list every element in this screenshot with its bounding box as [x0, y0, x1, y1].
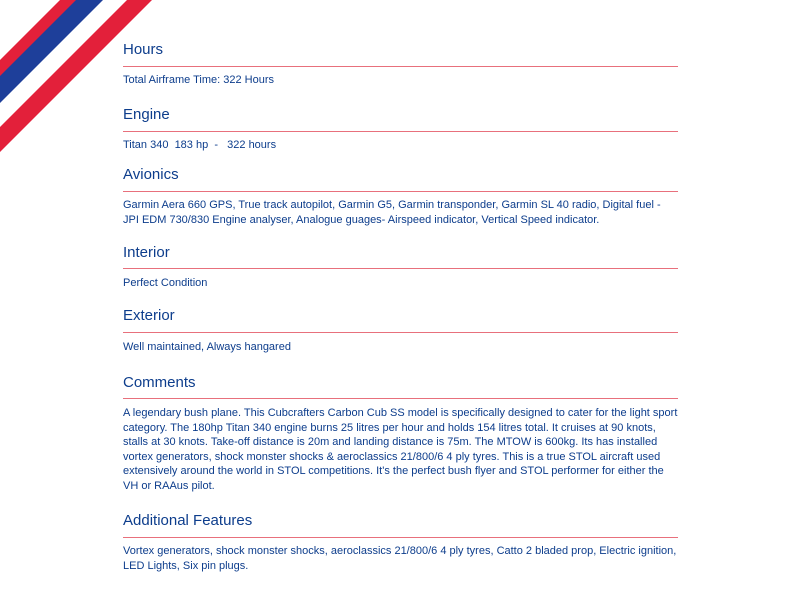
section-body-avionics: Garmin Aera 660 GPS, True track autopilot, Garmin G5, Garmin transponder, Garmin SL 40 radio, Digital fuel - JPI EDM 730/830 Engine analyser, Analogue guages- Airspeed indicator, Vertical Speed indicator. [123, 199, 661, 226]
section-body-additional-features: Vortex generators, shock monster shocks, aeroclassics 21/800/6 4 ply tyres, Catto 2 bladed prop, Electric ignition, LED Lights, Six pin plugs. [123, 545, 677, 572]
section-title-interior: Interior [123, 244, 170, 261]
section-title-additional-features: Additional Features [123, 512, 253, 529]
section-title-avionics: Avionics [123, 166, 179, 183]
section-divider [123, 66, 678, 67]
section-title-exterior: Exterior [123, 307, 175, 324]
section-title-engine: Engine [123, 106, 170, 123]
section-body-hours: Total Airframe Time: 322 Hours [123, 74, 275, 86]
section-divider [123, 332, 678, 333]
section-divider [123, 131, 678, 132]
section-body-engine: Titan 340 183 hp - 322 hours [123, 139, 277, 151]
section-title-hours: Hours [123, 41, 164, 58]
section-body-exterior: Well maintained, Always hangared [123, 341, 291, 353]
section-divider [123, 268, 678, 269]
section-divider [123, 191, 678, 192]
section-divider [123, 398, 678, 399]
section-divider [123, 537, 678, 538]
section-body-interior: Perfect Condition [123, 277, 208, 289]
section-body-comments: A legendary bush plane. This Cubcrafters Carbon Cub SS model is specifically designed to cater for the light sport category. The 180hp Titan 340 engine burns 25 litres per hour and holds 154 litres total. It cruises at 90 knots, stalls at 30 knots. Take-off distance is 20m and landing distance is 75m. The MTOW is 600kg. Its has installed vortex generators, shock monster shocks & aeroclassics 21/800/6 4 ply tyres. This is a true STOL aircraft used extensively around the world in STOL competitions. It's the perfect bush flyer and STOL performer for either the VH or RAAus pilot. [123, 407, 678, 492]
section-title-comments: Comments [123, 374, 196, 391]
